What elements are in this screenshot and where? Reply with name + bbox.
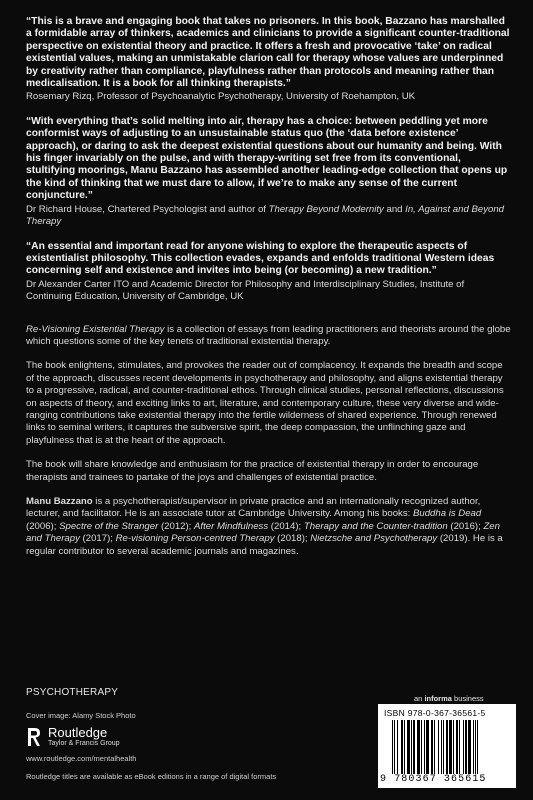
publisher-group: Taylor & Francis Group: [48, 740, 120, 747]
barcode-bar: [438, 720, 439, 774]
publisher-url[interactable]: www.routledge.com/mentalhealth: [26, 754, 137, 763]
barcode-bar: [404, 720, 405, 774]
barcode-bar: [401, 720, 403, 774]
description-body: The book enlightens, stimulates, and provokes the reader out of complacency. It expands the breadth and scope of the approach, discusses recent developments in psychotherapy and philosophy, and aligns existential therapy to a progressive, radical, and counter-traditional ethos. Through clinical studies, personal reflections, discussions on aspects of theory, and exciting links to art, literature, and contemporary culture, these very diverse and wide-ranging contributions take existential therapy into the fertile wilderness of shared experience. Through renewed links to seminal writers, it captures the subversive spirit, the deep compassion, the unflinching gaze and playfulness that is at the heart of the approach.: [26, 360, 504, 446]
barcode-bar: [465, 720, 467, 774]
barcode-bar: [417, 720, 420, 774]
endorsement-2: [26, 116, 512, 229]
ebook-note: Routledge titles are available as eBook editions in a range of digital formats: [26, 772, 277, 781]
barcode-bar: [463, 720, 464, 774]
informa-business-label: an informa business: [414, 694, 484, 703]
ean-digits: 9 780367 365615: [380, 774, 487, 785]
barcode-bar: [392, 720, 393, 774]
barcode-bar: [443, 720, 444, 774]
barcode-bar: [456, 720, 458, 774]
endorsement-1: [26, 16, 512, 104]
endorsement-attribution: Rosemary Rizq, Professor of Psychoanalytic Psychotherapy, University of Roehampton, UK: [26, 91, 416, 103]
barcode-bar: [459, 720, 460, 774]
barcode-bar: [477, 720, 478, 774]
endorsement-quote: “An essential and important read for anyone wishing to explore the therapeutic aspects of existentialist philosophy. This collection evades, expands and enfolds traditional Western ideas concerning self and existence and invites into being (or becoming) a new tradition.”: [26, 240, 495, 277]
barcode-bars: [392, 720, 504, 774]
barcode-bar: [394, 720, 395, 774]
routledge-r-icon: [26, 726, 42, 748]
barcode-bar: [411, 720, 412, 774]
barcode-bar: [407, 720, 410, 774]
publisher-logo: [26, 726, 120, 748]
publisher-name: Routledge: [48, 725, 108, 740]
barcode-bar: [434, 720, 435, 774]
endorsement-quote: “With everything that’s solid melting into air, therapy has a choice: between peddling yet more conformist ways of adjusting to an unsustainable status quo (the ‘data before existence’ approach), or daring to ask the deepest existential questions about our humanity and being. With his finger invariably on the pulse, and with therapy-writing set free from its conventional, stultifying moorings, Manu Bazzano has assembled another leading-edge collection that opens up the kind of thinking that we must dare to allow, if we’re to make any sense of the current conjuncture.”: [26, 115, 508, 202]
barcode-bar: [453, 720, 454, 774]
barcode-bar: [413, 720, 415, 774]
endorsement-attribution: Dr Richard House, Chartered Psychologist and author of Therapy Beyond Modernity and In, Against and Beyond Therapy: [26, 203, 505, 228]
description-closing: The book will share knowledge and enthusiasm for the practice of existential therapy in order to encourage therapists and trainees to partake of the joys and challenges of existential practice.: [26, 459, 479, 483]
author-bio: Manu Bazzano is a psychotherapist/supervisor in private practice and an internationally recognized author, lecturer, and facilitator. He is an associate tutor at Cambridge University. Among his books: Buddha is Dead (2006); Spectre of the Stranger (2012); After Mindfulness (2014); Therapy and the Counter-tradition (2016); Zen and Therapy (2017); Re-visioning Person-centred Therapy (2018); Nietzsche and Psychotherapy (2019). He is a regular contributor to several academic journals and magazines.: [26, 496, 503, 557]
back-cover-text: [26, 16, 512, 570]
barcode-bar: [397, 720, 398, 774]
barcode-bar: [446, 720, 448, 774]
description-intro: Re-Visioning Existential Therapy is a collection of essays from leading practitioners and theorists around the globe which questions some of the key tenets of traditional existential therapy.: [26, 323, 511, 347]
endorsement-3: [26, 241, 512, 304]
barcode-bar: [449, 720, 452, 774]
endorsement-attribution: Dr Alexander Carter ITO and Academic Director for Philosophy and Interdisciplinary Studies, Institute of Continuing Education, University of Cambridge, UK: [26, 278, 465, 303]
barcode-bar: [426, 720, 429, 774]
barcode-bar: [473, 720, 474, 774]
barcode-bar: [431, 720, 433, 774]
endorsement-quote: “This is a brave and engaging book that takes no prisoners. In this book, Bazzano has marshalled a formidable array of thinkers, academics and clinicians to provide a significant counter-traditional perspective on existential theory and practice. It offers a fresh and provocative ‘take’ on radical existential values, making an unmistakable clarion call for therapy whose values are underpinned by creativity rather than compliance, playfulness rather than protocols and meaning rather than medicalisation. It is a book for all thinking therapists.”: [26, 16, 510, 90]
barcode-bar: [468, 720, 471, 774]
barcode-bar: [441, 720, 442, 774]
barcode-bar: [424, 720, 425, 774]
subject-category: PSYCHOTHERAPY: [26, 687, 119, 698]
barcode-panel: [378, 704, 516, 788]
isbn-label: ISBN 978-0-367-36561-5: [384, 708, 486, 718]
cover-image-credit: Cover image: Alamy Stock Photo: [26, 711, 136, 720]
barcode-bar: [475, 720, 476, 774]
barcode-bar: [421, 720, 422, 774]
